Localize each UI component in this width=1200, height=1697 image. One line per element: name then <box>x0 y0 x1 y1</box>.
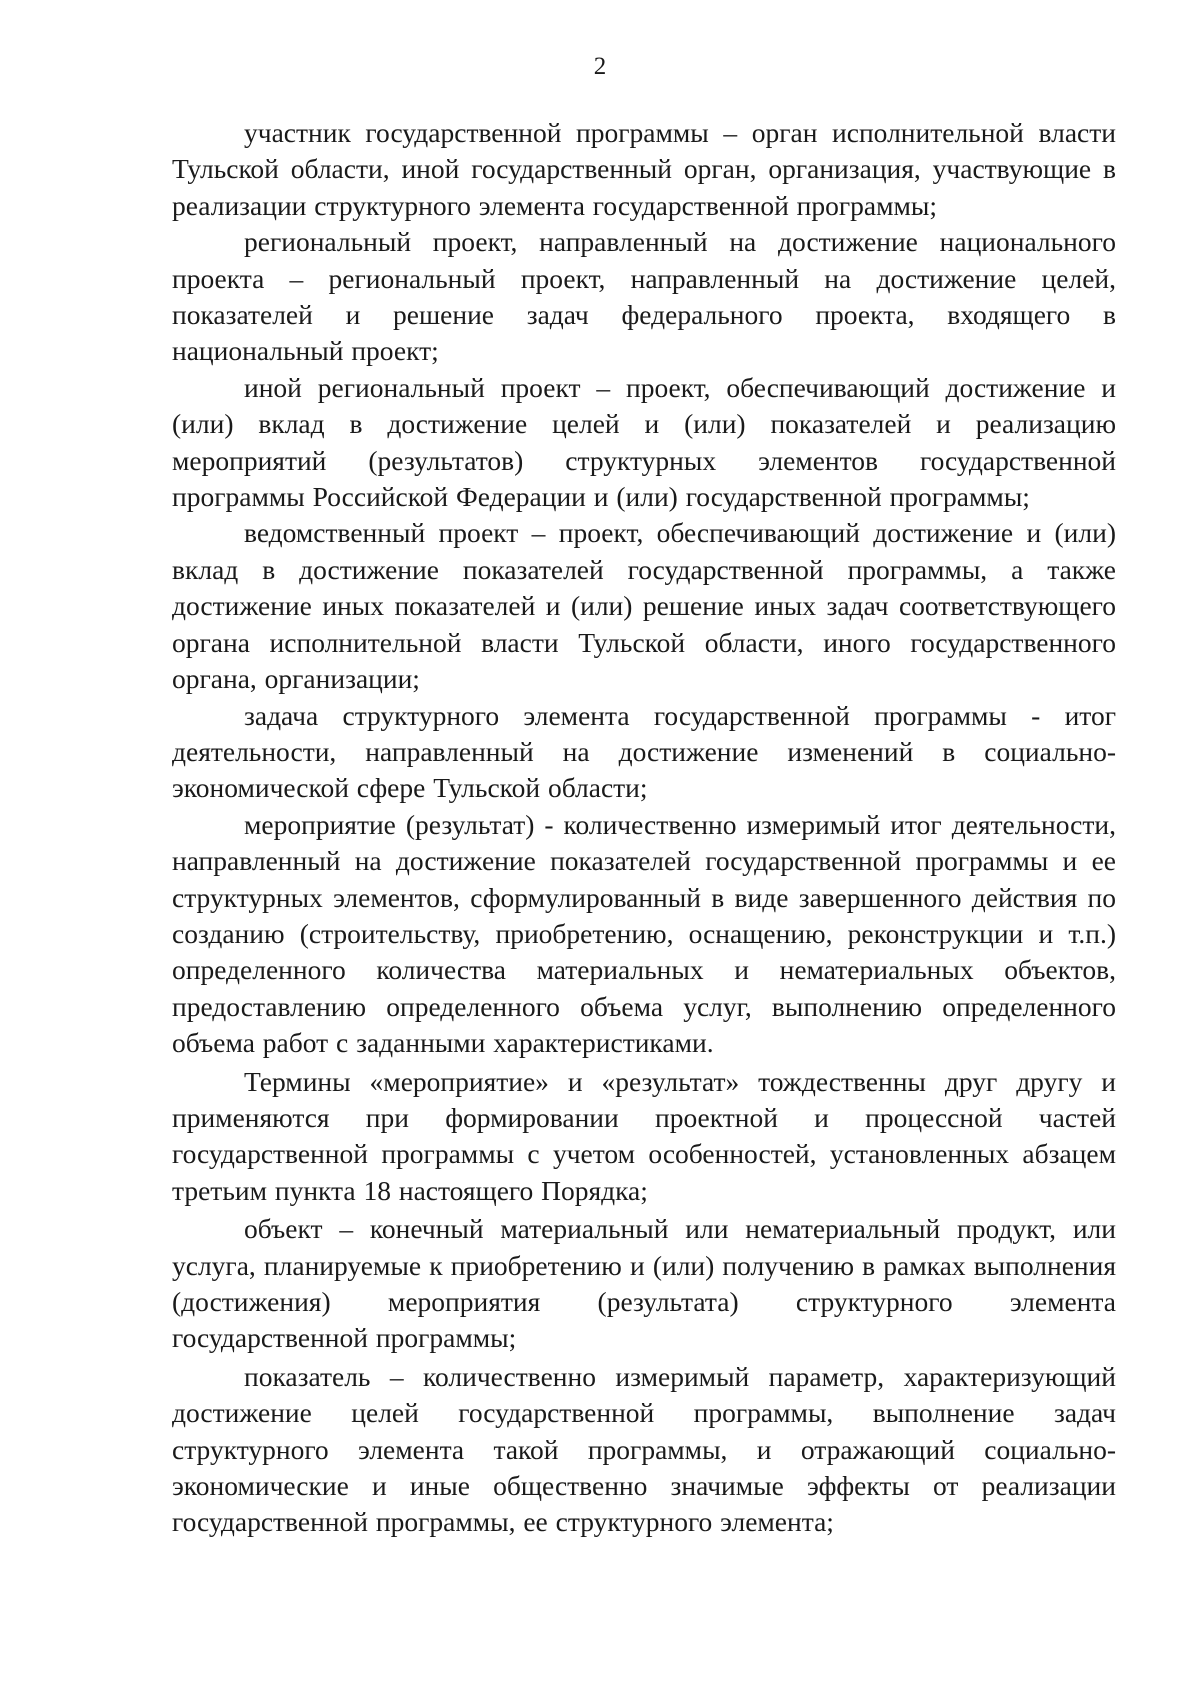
paragraph-object: объект – конечный материальный или нематериальный продукт, или услуга, планируемые к приобретению и (или) получению в рамках выполнения (достижения) мероприятия (результата) структурного элемента государственной программы; <box>172 1213 1116 1354</box>
paragraph-measure-result: мероприятие (результат) - количественно измеримый итог деятельности, направленный на достижение показателей государственной программы и ее структурных элементов, сформулированный в виде завершенного действия по созданию (строительству, приобретению, оснащению, реконструкции и т.п.) определенного количества материальных и нематериальных объектов, предоставлению определенного объема услуг, выполнению определенного объема работ с заданными характеристиками. <box>172 808 1116 1059</box>
paragraph-departmental-project: ведомственный проект – проект, обеспечивающий достижение и (или) вклад в достижение показателей государственной программы, а также достижение иных показателей и (или) решение иных задач соответствующего органа исполнительной власти Тульской области, иного государственного органа, организации; <box>172 517 1116 695</box>
paragraph-task: задача структурного элемента государственной программы - итог деятельности, направленный на достижение изменений в социально-экономической сфере Тульской области; <box>172 699 1116 804</box>
paragraph-regional-project-national: региональный проект, направленный на достижение национального проекта – региональный проект, направленный на достижение целей, показателей и решение задач федерального проекта, входящего в национальный проект; <box>172 226 1116 367</box>
paragraph-terms: Термины «мероприятие» и «результат» тождественны друг другу и применяются при формировании проектной и процессной частей государственной программы с учетом особенностей, установленных абзацем третьим пункта 18 настоящего Порядка; <box>172 1065 1116 1206</box>
paragraph-participant: участник государственной программы – орган исполнительной власти Тульской области, иной государственный орган, организация, участвующие в реализации структурного элемента государственной программы; <box>172 117 1116 221</box>
paragraph-indicator: показатель – количественно измеримый параметр, характеризующий достижение целей государственной программы, выполнение задач структурного элемента такой программы, и отражающий социально-экономические и иные общественно значимые эффекты от реализации государственной программы, ее структурного элемента; <box>172 1360 1116 1538</box>
document-body <box>172 115 1116 1541</box>
paragraph-other-regional-project: иной региональный проект – проект, обеспечивающий достижение и (или) вклад в достижение целей и (или) показателей и реализацию мероприятий (результатов) структурных элементов государственной программы Российской Федерации и (или) государственной программы; <box>172 371 1116 513</box>
page-number: 2 <box>593 53 607 80</box>
